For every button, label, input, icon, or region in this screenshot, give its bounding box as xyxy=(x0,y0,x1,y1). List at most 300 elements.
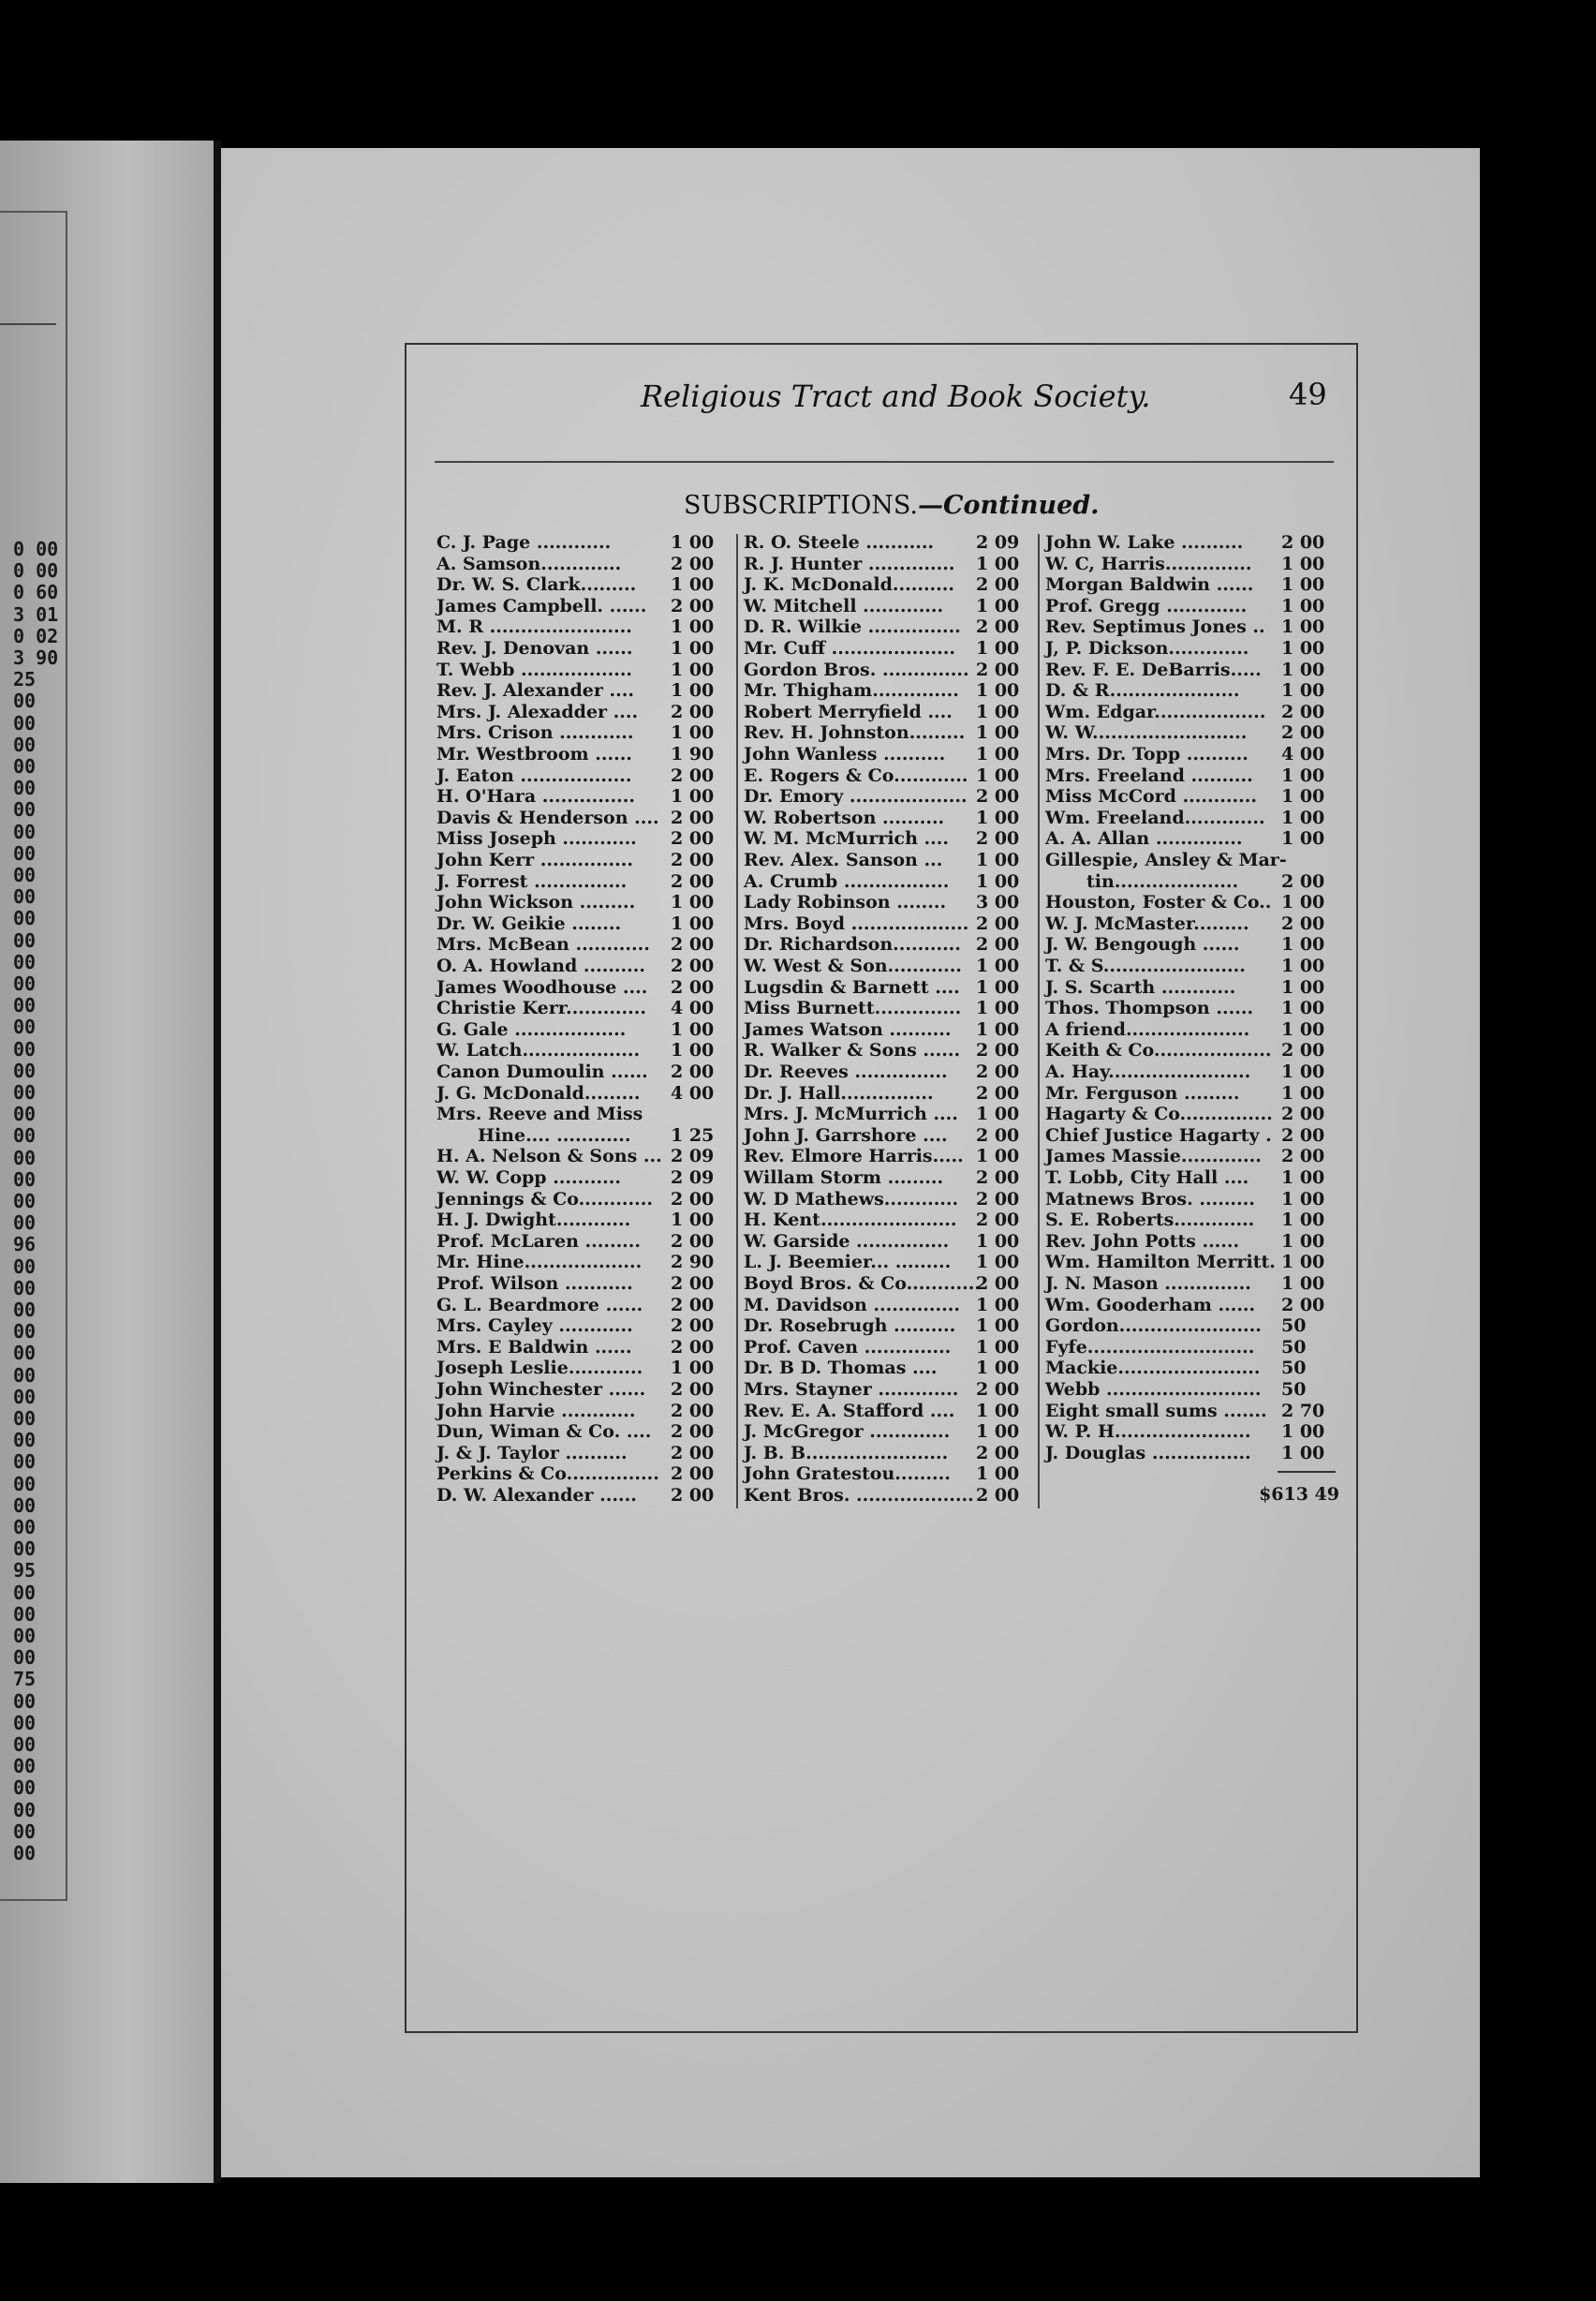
subscription-amount: 2 00 xyxy=(671,1273,715,1294)
margin-value: 00 xyxy=(13,928,37,952)
subscription-row xyxy=(744,660,1032,680)
margin-value: 00 xyxy=(13,1798,37,1821)
subscription-amount: 1 00 xyxy=(1281,1061,1325,1082)
margin-value: 00 xyxy=(13,1516,37,1538)
subscription-row xyxy=(1045,1167,1337,1188)
subscription-row xyxy=(744,616,1032,637)
subscription-amount: 1 00 xyxy=(976,765,1020,786)
subscription-row xyxy=(744,638,1032,659)
margin-value: 00 xyxy=(13,1776,37,1800)
subscriber-name: Rev. J. Denovan ...... xyxy=(436,638,633,659)
subscriber-name: Willam Storm ......... xyxy=(744,1167,944,1188)
subscription-amount: 1 00 xyxy=(976,1315,1020,1337)
subscription-amount: 2 00 xyxy=(976,1167,1020,1188)
subscriber-name: E. Rogers & Co............ xyxy=(744,765,968,786)
subscription-amount: 2 00 xyxy=(671,828,715,850)
margin-value: 0 00 xyxy=(13,559,59,583)
subscription-amount: 2 00 xyxy=(1281,532,1325,553)
subscription-row xyxy=(1045,532,1337,553)
subscription-amount: 2 00 xyxy=(976,1379,1020,1400)
margin-value: 00 xyxy=(13,1602,37,1626)
subscription-row xyxy=(436,1189,727,1210)
margin-value: 00 xyxy=(13,1493,37,1517)
subscription-amount: 1 00 xyxy=(976,680,1020,702)
margin-value: 00 xyxy=(13,1276,37,1299)
subscription-amount: 1 00 xyxy=(1281,638,1325,659)
subscription-row xyxy=(436,1315,727,1336)
subscriber-name: L. J. Beemier... ......... xyxy=(744,1252,952,1273)
subscription-amount: 2 00 xyxy=(671,595,715,616)
subscription-row xyxy=(436,1210,727,1230)
subscription-amount: 2 00 xyxy=(671,1061,715,1082)
subscription-row xyxy=(1045,596,1337,616)
subscription-amount: 2 00 xyxy=(671,1421,715,1443)
subscription-amount: 1 00 xyxy=(1281,1421,1325,1443)
subscriber-name: Mr. Thigham.............. xyxy=(744,680,959,702)
subscription-row xyxy=(436,1083,727,1104)
margin-value: 00 xyxy=(13,1689,37,1713)
subscriber-name: M. R ....................... xyxy=(436,616,632,638)
subscription-row xyxy=(1045,934,1337,955)
subscription-amount: 1 00 xyxy=(976,1336,1020,1358)
subscriber-name: Mackie....................... xyxy=(1045,1358,1261,1379)
margin-value: 0 00 xyxy=(13,538,59,560)
subscriber-name: T. & S....................... xyxy=(1045,956,1246,976)
subscriber-name: Thos. Thompson ...... xyxy=(1045,998,1254,1019)
subscriber-name: John Wickson ......... xyxy=(436,892,636,913)
subscriber-name: Hine.... ............ xyxy=(478,1124,631,1146)
subscription-row xyxy=(744,808,1032,828)
subscription-row xyxy=(1045,744,1337,765)
subscription-row xyxy=(436,1125,727,1146)
subscriber-name: W. W......................... xyxy=(1045,722,1248,744)
margin-value: 00 xyxy=(13,690,37,713)
subscriber-name: W. Mitchell ............. xyxy=(744,595,944,616)
subscriber-name: J. G. McDonald......... xyxy=(436,1082,641,1104)
subscriber-name: A friend.................... xyxy=(1045,1018,1250,1040)
subscriber-name: Gordon Bros. .............. xyxy=(744,659,969,680)
margin-value: 00 xyxy=(13,1429,37,1452)
subscription-amount: 1 00 xyxy=(671,722,715,744)
subscription-row xyxy=(1045,913,1337,934)
subscription-amount: 50 xyxy=(1281,1379,1307,1400)
subscription-amount: 1 00 xyxy=(976,722,1020,744)
subscription-row xyxy=(436,616,727,637)
subscription-row xyxy=(1045,702,1337,722)
subscription-amount: 2 00 xyxy=(976,1485,1020,1506)
subscription-amount: 2 00 xyxy=(976,1210,1020,1231)
subscriber-name: Mrs. E Baldwin ...... xyxy=(436,1336,632,1358)
subscriber-name: D. & R..................... xyxy=(1045,680,1240,702)
subscription-amount: 1 00 xyxy=(671,1018,715,1040)
subscriber-name: W. C, Harris.............. xyxy=(1045,553,1252,574)
subscription-amount: 2 00 xyxy=(976,574,1020,596)
subscription-amount: 1 00 xyxy=(976,638,1020,659)
subscription-row xyxy=(744,680,1032,701)
subscription-amount: 1 00 xyxy=(671,913,715,934)
margin-value: 00 xyxy=(13,1081,37,1104)
subscriber-name: Mrs. McBean ............ xyxy=(436,934,650,956)
margin-value: 00 xyxy=(13,950,37,973)
subscription-amount: 2 00 xyxy=(976,913,1020,934)
subscriber-name: Dr. W. S. Clark......... xyxy=(436,574,637,596)
subscription-row xyxy=(744,1358,1032,1378)
subscription-row xyxy=(744,1189,1032,1210)
subscription-amount: 2 00 xyxy=(671,870,715,892)
subscription-amount: 2 00 xyxy=(671,1230,715,1252)
margin-value: 00 xyxy=(13,1407,37,1430)
subscription-row xyxy=(744,1231,1032,1252)
subscription-amount: 1 00 xyxy=(976,1146,1020,1167)
subscription-row xyxy=(1045,638,1337,659)
subscriber-name: John Gratestou......... xyxy=(744,1463,951,1485)
subscription-amount: 1 00 xyxy=(1281,1230,1325,1252)
subscription-row xyxy=(436,1358,727,1378)
subscription-row xyxy=(1045,1401,1337,1421)
subscriber-name: Mrs. Freeland .......... xyxy=(1045,765,1253,786)
subscription-amount: 2 00 xyxy=(1281,1040,1325,1061)
margin-value: 00 xyxy=(13,755,37,778)
subscriber-name: Dr. W. Geikie ........ xyxy=(436,913,622,934)
subscription-row xyxy=(744,554,1032,574)
subscription-row xyxy=(436,977,727,998)
subscription-amount: 2 00 xyxy=(671,956,715,976)
subscriber-name: Gordon....................... xyxy=(1045,1315,1262,1337)
subscription-row xyxy=(744,702,1032,722)
subscription-row xyxy=(436,722,727,743)
subscription-amount: 2 00 xyxy=(671,1294,715,1315)
margin-value: 00 xyxy=(13,1016,37,1039)
subscriber-name: Mr. Hine................... xyxy=(436,1252,643,1273)
subscription-row xyxy=(436,638,727,659)
subscriber-name: Dun, Wiman & Co. .... xyxy=(436,1421,652,1443)
subscriber-name: John Kerr ............... xyxy=(436,850,633,870)
subscription-row xyxy=(436,808,727,828)
margin-value: 00 xyxy=(13,1363,37,1387)
subscription-amount: 2 00 xyxy=(1281,722,1325,744)
subscription-row xyxy=(1045,998,1337,1018)
subscriber-name: M. Davidson .............. xyxy=(744,1294,960,1315)
subscription-amount: 2 00 xyxy=(976,1061,1020,1082)
subscriber-name: Kent Bros. ................... xyxy=(744,1485,974,1506)
subscription-row xyxy=(436,1231,727,1252)
subscriber-name: Mrs. Reeve and Miss xyxy=(436,1104,643,1125)
subscription-row xyxy=(436,1040,727,1061)
subscription-row xyxy=(744,1061,1032,1082)
subscription-amount: 2 00 xyxy=(1281,913,1325,934)
margin-value: 00 xyxy=(13,1167,37,1191)
section-heading-main: SUBSCRIPTIONS. xyxy=(684,491,918,520)
margin-value: 00 xyxy=(13,1299,37,1321)
subscription-row xyxy=(1045,765,1337,786)
subscriber-name: John Winchester ...... xyxy=(436,1379,646,1400)
subscriber-name: Gillespie, Ansley & Mar- xyxy=(1045,850,1287,870)
subscription-row xyxy=(744,1167,1032,1188)
subscriber-name: Mrs. Cayley ............ xyxy=(436,1315,633,1337)
margin-value: 00 xyxy=(13,798,37,822)
subscription-amount: 50 xyxy=(1281,1336,1307,1358)
subscriber-name: D. W. Alexander ...... xyxy=(436,1485,637,1506)
subscription-row xyxy=(744,1104,1032,1124)
section-heading-suffix: —Continued. xyxy=(917,491,1100,520)
margin-value: 00 xyxy=(13,1190,37,1212)
subscription-amount: 1 00 xyxy=(1281,1167,1325,1188)
subscription-amount: 1 00 xyxy=(1281,553,1325,574)
subscription-amount: 2 00 xyxy=(671,765,715,786)
margin-value: 00 xyxy=(13,1819,37,1843)
subscriber-name: J. Douglas ................ xyxy=(1045,1442,1251,1463)
subscription-row xyxy=(436,765,727,786)
margin-value: 00 xyxy=(13,1755,37,1778)
subscriber-name: J, P. Dickson............. xyxy=(1045,638,1249,659)
subscription-amount: 2 00 xyxy=(1281,870,1325,892)
subscriber-name: Dr. Richardson........... xyxy=(744,934,961,956)
subscription-row xyxy=(744,1295,1032,1315)
subscription-row xyxy=(744,850,1032,870)
subscription-row xyxy=(1045,1125,1337,1146)
subscription-amount: 2 00 xyxy=(1281,1124,1325,1146)
margin-value: 96 xyxy=(13,1233,37,1256)
subscription-row xyxy=(744,1210,1032,1230)
subscription-row xyxy=(1045,1358,1337,1378)
margin-value: 75 xyxy=(13,1668,37,1691)
subscription-row xyxy=(744,934,1032,955)
subscription-row xyxy=(1045,977,1337,998)
subscription-amount: 1 90 xyxy=(671,744,715,765)
subscription-row xyxy=(1045,574,1337,595)
subscription-amount: 50 xyxy=(1281,1358,1307,1379)
subscription-amount: 1 00 xyxy=(1281,998,1325,1019)
margin-value: 00 xyxy=(13,994,37,1017)
subscriber-name: Miss Burnett.............. xyxy=(744,998,962,1019)
subscriber-name: T. Webb .................. xyxy=(436,659,633,680)
subscription-row xyxy=(436,744,727,765)
subscription-amount: 2 09 xyxy=(976,532,1020,553)
subscriber-name: J. McGregor ............. xyxy=(744,1421,951,1443)
subscriber-name: Houston, Foster & Co.. xyxy=(1045,892,1272,913)
subscription-amount: 1 00 xyxy=(1281,1252,1325,1273)
subscription-row xyxy=(744,574,1032,595)
subscriber-name: Wm. Freeland............. xyxy=(1045,807,1265,828)
subscription-amount: 1 00 xyxy=(671,616,715,638)
subscriber-name: Mrs. Stayner ............. xyxy=(744,1379,959,1400)
subscription-row xyxy=(1045,1040,1337,1061)
subscription-amount: 2 00 xyxy=(976,786,1020,808)
margin-value: 00 xyxy=(13,733,37,756)
subscription-amount: 2 90 xyxy=(671,1252,715,1273)
subscription-row xyxy=(744,1125,1032,1146)
subscription-amount: 1 00 xyxy=(1281,1442,1325,1463)
subscriber-name: W. West & Son............ xyxy=(744,956,962,976)
subscriber-name: Boyd Bros. & Co............ xyxy=(744,1273,981,1294)
subscriber-name: J. B. B....................... xyxy=(744,1442,949,1463)
subscription-row xyxy=(744,956,1032,976)
margin-value: 3 01 xyxy=(13,602,59,626)
subscriber-name: Mrs. Crison ............ xyxy=(436,722,634,744)
subscriber-name: Mrs. J. McMurrich .... xyxy=(744,1104,958,1125)
subscription-row xyxy=(1045,1146,1337,1166)
subscription-row xyxy=(744,1421,1032,1442)
subscription-row xyxy=(436,702,727,722)
subscription-row xyxy=(744,1401,1032,1421)
subscription-amount: 1 00 xyxy=(976,850,1020,870)
subscription-amount: 50 xyxy=(1281,1315,1307,1337)
subscription-amount: 1 00 xyxy=(1281,1188,1325,1210)
subscriber-name: J. Eaton .................. xyxy=(436,765,632,786)
subscription-row xyxy=(1045,616,1337,637)
subscription-row xyxy=(436,1443,727,1463)
subscriber-name: J. K. McDonald.......... xyxy=(744,574,955,596)
subscriber-name: Rev. John Potts ...... xyxy=(1045,1230,1240,1252)
subscription-amount: 1 00 xyxy=(976,1400,1020,1421)
subscription-amount: 2 00 xyxy=(671,1442,715,1463)
margin-value: 00 xyxy=(13,1254,37,1278)
subscription-row xyxy=(1045,1019,1337,1040)
subscription-amount: 1 00 xyxy=(976,1463,1020,1485)
subscription-row xyxy=(744,977,1032,998)
subscriber-name: tin.................... xyxy=(1086,870,1239,892)
subscriber-name: A. A. Allan .............. xyxy=(1045,828,1243,850)
subscription-row xyxy=(1045,1231,1337,1252)
subscriber-name: Rev. Elmore Harris..... xyxy=(744,1146,964,1167)
subscriber-name: Dr. J. Hall............... xyxy=(744,1082,934,1104)
subscriber-name: James Woodhouse .... xyxy=(436,976,648,998)
subscriber-name: G. Gale .................. xyxy=(436,1018,627,1040)
margin-value: 00 xyxy=(13,1342,37,1365)
subscription-amount: 1 00 xyxy=(976,1252,1020,1273)
margin-value: 00 xyxy=(13,1733,37,1756)
subscription-amount: 1 00 xyxy=(976,1104,1020,1125)
subscriber-name: Canon Dumoulin ...... xyxy=(436,1061,648,1082)
subscription-row xyxy=(1045,871,1337,892)
subscriber-name: J. S. Scarth ............ xyxy=(1045,976,1236,998)
subscription-row xyxy=(436,1379,727,1400)
subscription-row xyxy=(436,913,727,934)
subscription-amount: 2 00 xyxy=(976,1082,1020,1104)
subscriber-name: Joseph Leslie............ xyxy=(436,1358,643,1379)
subscriber-name: Mrs. J. Alexadder .... xyxy=(436,701,639,722)
subscription-row xyxy=(1045,956,1337,976)
subscription-amount: 1 00 xyxy=(1281,786,1325,808)
subscription-row xyxy=(436,892,727,913)
margin-value: 00 xyxy=(13,777,37,800)
subscriber-name: J. Forrest ............... xyxy=(436,870,628,892)
subscription-amount: 2 09 xyxy=(671,1146,715,1167)
subscription-row xyxy=(436,786,727,807)
subscription-amount: 1 00 xyxy=(671,1358,715,1379)
subscription-amount: 3 00 xyxy=(976,892,1020,913)
subscriber-name: J. N. Mason .............. xyxy=(1045,1273,1251,1294)
subscription-row xyxy=(436,1146,727,1166)
book-gutter xyxy=(214,141,221,2183)
margin-value: 00 xyxy=(13,1037,37,1061)
subscriber-name: Hagarty & Co............... xyxy=(1045,1104,1273,1125)
subscription-amount: 1 00 xyxy=(671,532,715,553)
subscriber-name: Prof. Gregg ............. xyxy=(1045,595,1248,616)
subscriber-name: Dr. Emory ................... xyxy=(744,786,968,808)
margin-value: 00 xyxy=(13,885,37,909)
subscription-row xyxy=(436,998,727,1018)
subscriber-name: J. W. Bengough ...... xyxy=(1045,934,1240,956)
margin-value: 00 xyxy=(13,1450,37,1474)
subscriber-name: Rev. F. E. DeBarris..... xyxy=(1045,659,1262,680)
subscriber-name: J. & J. Taylor .......... xyxy=(436,1442,628,1463)
subscription-row xyxy=(744,828,1032,849)
subscription-row xyxy=(1045,892,1337,913)
subscription-row xyxy=(436,554,727,574)
subscription-amount: 1 00 xyxy=(1281,1210,1325,1231)
margin-value: 00 xyxy=(13,711,37,735)
subscription-row xyxy=(1045,808,1337,828)
subscription-amount: 2 00 xyxy=(976,659,1020,680)
subscription-amount: 1 00 xyxy=(1281,828,1325,850)
subscription-amount: 2 00 xyxy=(671,1315,715,1337)
subscriber-name: H. J. Dwight............ xyxy=(436,1210,631,1231)
subscriber-name: D. R. Wilkie ............... xyxy=(744,616,961,638)
subscription-amount: 1 00 xyxy=(1281,807,1325,828)
subscription-amount: 2 70 xyxy=(1281,1400,1325,1421)
subscription-row xyxy=(1045,1210,1337,1230)
margin-value: 00 xyxy=(13,1625,37,1647)
subscription-row xyxy=(1045,1443,1337,1463)
subscription-row xyxy=(1045,1273,1337,1294)
subscription-row xyxy=(744,998,1032,1018)
subscription-amount: 1 00 xyxy=(671,892,715,913)
subscriber-name: S. E. Roberts............. xyxy=(1045,1210,1255,1231)
subscription-row xyxy=(744,1315,1032,1336)
subscription-amount: 1 00 xyxy=(671,1040,715,1061)
subscription-row xyxy=(744,1485,1032,1506)
subscription-row xyxy=(436,1104,727,1124)
subscription-amount: 2 00 xyxy=(976,1040,1020,1061)
subscription-row xyxy=(744,913,1032,934)
subscriber-name: Rev. J. Alexander .... xyxy=(436,680,634,702)
subscription-amount: 1 00 xyxy=(1281,765,1325,786)
subscription-amount: 2 00 xyxy=(976,934,1020,956)
subscription-amount: 1 00 xyxy=(976,1358,1020,1379)
subscription-amount: 2 00 xyxy=(671,1485,715,1506)
subscriber-name: Wm. Hamilton Merritt. xyxy=(1045,1252,1276,1273)
margin-value: 00 xyxy=(13,1711,37,1734)
subscription-amount: 2 00 xyxy=(671,1379,715,1400)
subscription-amount: 1 00 xyxy=(671,1210,715,1231)
subscription-amount: 2 00 xyxy=(976,1442,1020,1463)
subscription-amount: 1 00 xyxy=(671,659,715,680)
subscription-row xyxy=(744,871,1032,892)
subscriber-name: Dr. Rosebrugh .......... xyxy=(744,1315,956,1337)
subscription-row xyxy=(436,1421,727,1442)
subscription-row xyxy=(1045,1295,1337,1315)
subscriber-name: Webb ......................... xyxy=(1045,1379,1262,1400)
subscriber-name: James Campbell. ...... xyxy=(436,595,647,616)
subscription-row xyxy=(744,892,1032,913)
subscriber-name: Dr. Reeves ............... xyxy=(744,1061,948,1082)
margin-value: 3 90 xyxy=(13,646,59,669)
margin-value: 0 02 xyxy=(13,624,59,647)
subscription-row xyxy=(436,1337,727,1358)
subscription-amount: 1 00 xyxy=(671,574,715,596)
subscriber-name: Rev. Septimus Jones .. xyxy=(1045,616,1265,638)
subscriber-name: W. W. Copp ........... xyxy=(436,1167,621,1188)
subscription-amount: 2 00 xyxy=(1281,1294,1325,1315)
subscription-amount: 2 00 xyxy=(976,1124,1020,1146)
subscription-row xyxy=(436,1485,727,1506)
subscriber-name: Robert Merryfield .... xyxy=(744,701,953,722)
subscription-row xyxy=(436,1019,727,1040)
subscriber-name: Morgan Baldwin ...... xyxy=(1045,574,1254,596)
subscription-row xyxy=(744,1337,1032,1358)
left-page-rule xyxy=(0,323,56,325)
